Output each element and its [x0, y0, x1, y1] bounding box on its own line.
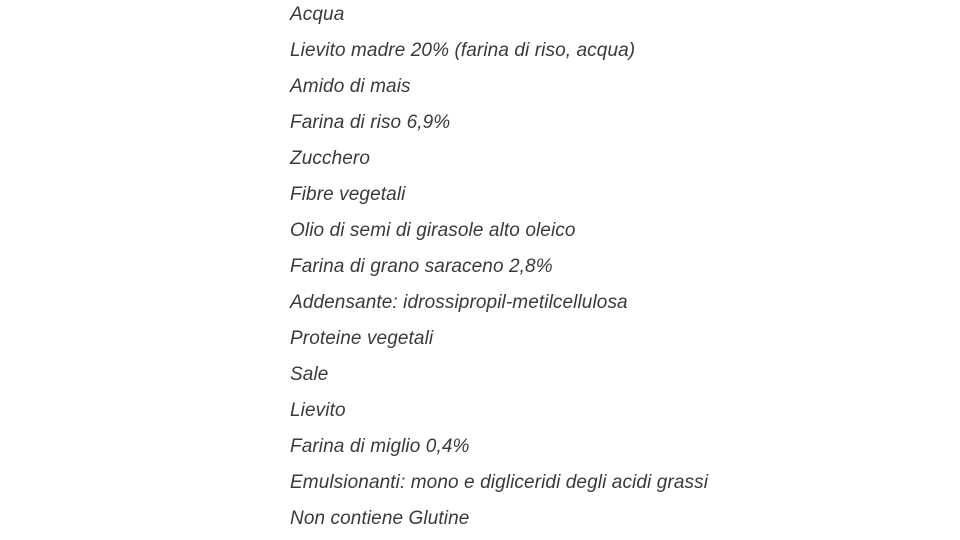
- ingredient-line: Lievito madre 20% (farina di riso, acqua): [290, 40, 636, 61]
- ingredient-line: Proteine vegetali: [290, 328, 434, 349]
- ingredient-line: Amido di mais: [290, 76, 411, 97]
- ingredient-line: Farina di grano saraceno 2,8%: [290, 256, 553, 277]
- ingredient-line: Olio di semi di girasole alto oleico: [290, 220, 576, 241]
- ingredients-list: [290, 0, 890, 537]
- ingredient-line: Non contiene Glutine: [290, 508, 470, 529]
- ingredient-line: Farina di miglio 0,4%: [290, 436, 470, 457]
- ingredient-line: Lievito: [290, 400, 346, 421]
- ingredient-line: Farina di riso 6,9%: [290, 112, 451, 133]
- ingredient-line: Addensante: idrossipropil-metilcellulosa: [290, 292, 628, 313]
- ingredient-line: Emulsionanti: mono e digliceridi degli acidi grassi: [290, 472, 709, 493]
- ingredient-line: Zucchero: [290, 148, 371, 169]
- ingredient-line: Fibre vegetali: [290, 184, 406, 205]
- ingredient-line: Sale: [290, 364, 329, 385]
- ingredient-line: Acqua: [290, 4, 345, 25]
